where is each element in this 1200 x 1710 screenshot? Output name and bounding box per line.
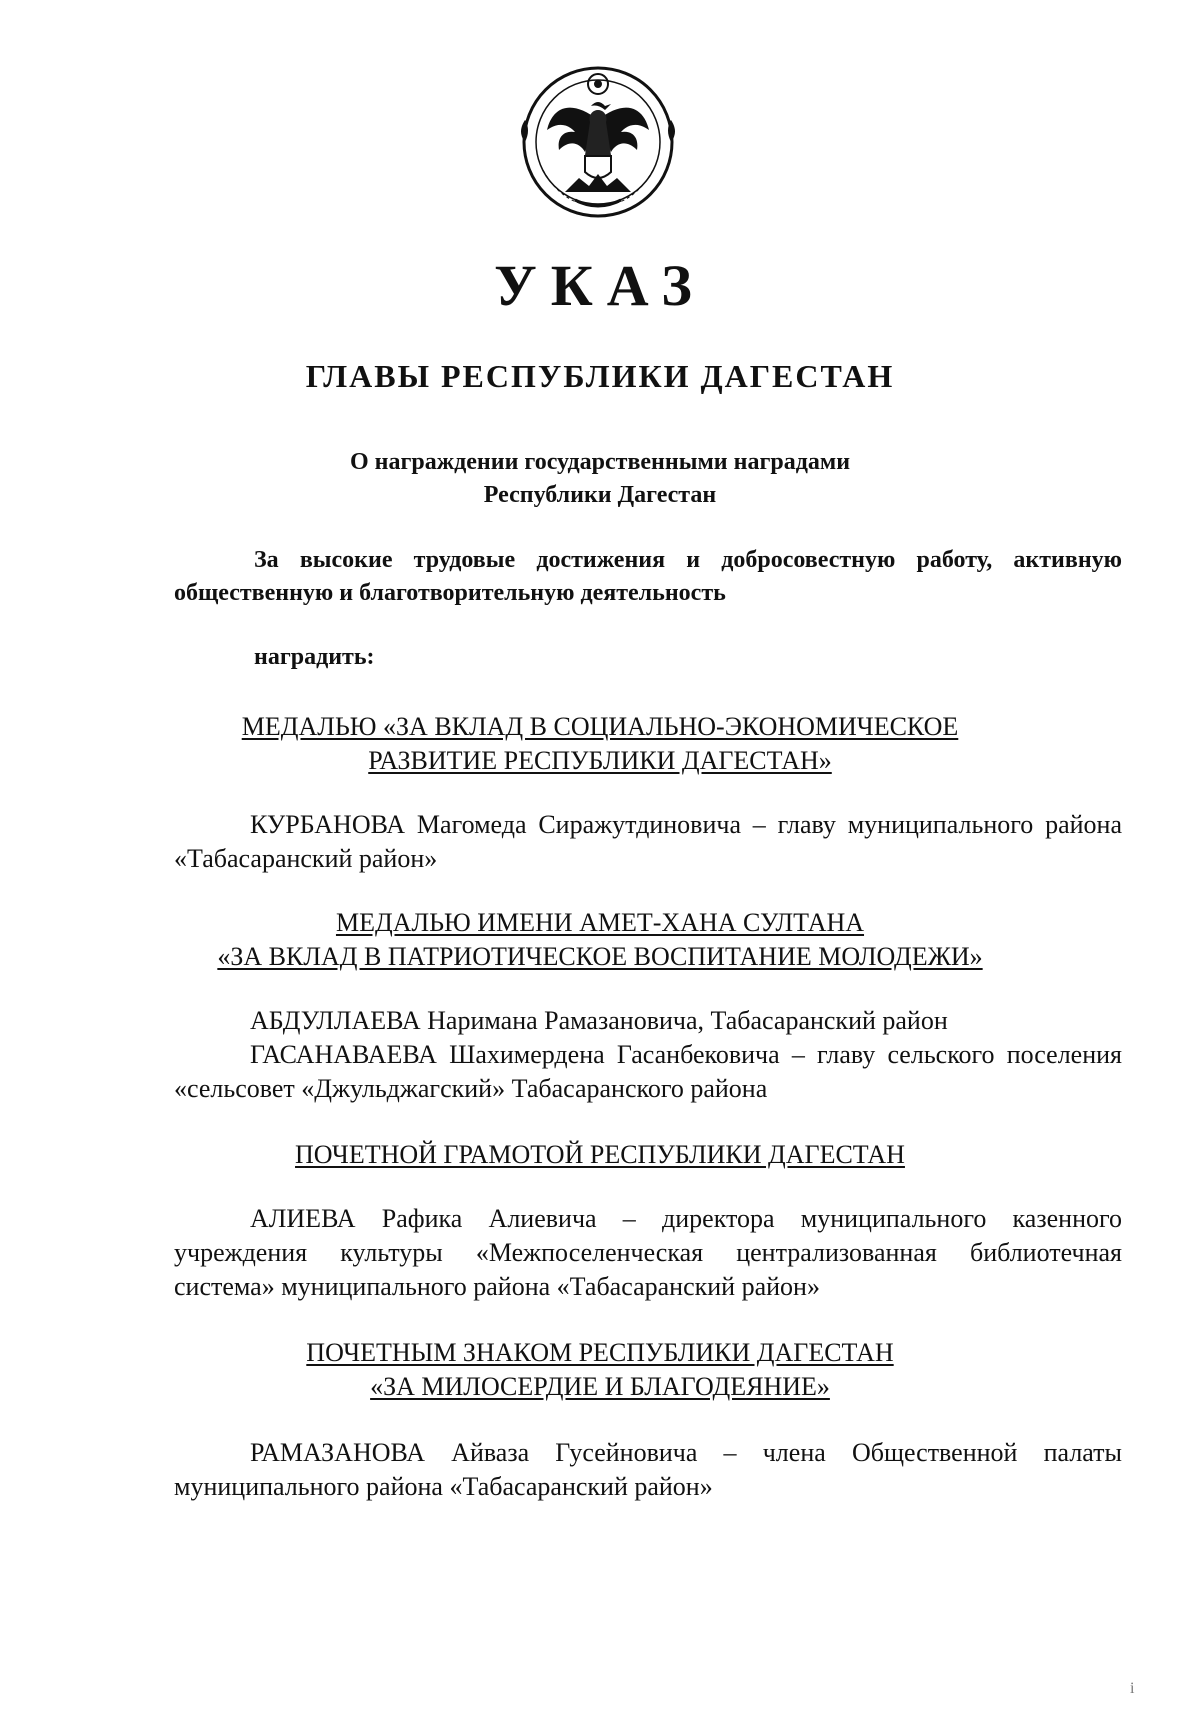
eagle-emblem-icon [513, 60, 683, 230]
recipient-3: ГАСАНАВАЕВА Шахимердена Гасанбековича – главу сельского поселения «сельсовет «Джульджагский» Табасаранского района [174, 1040, 1122, 1103]
decree-preamble: За высокие трудовые достижения и добросовестную работу, активную общественную и благотворительную деятельность [174, 547, 1122, 606]
award-heading-3 [0, 1138, 1200, 1172]
decree-subject-line-1: О награждении государственными наградами [349, 449, 851, 475]
award-heading-1 [0, 710, 1200, 778]
award-heading-1-line-2: РАЗВИТИЕ РЕСПУБЛИКИ ДАГЕСТАН» [368, 746, 832, 775]
recipient-5: РАМАЗАНОВА Айваза Гусейновича – члена Общественной палаты муниципального района «Табасаранский район» [174, 1438, 1122, 1501]
award-heading-2 [0, 906, 1200, 974]
award-heading-4-line-2: «ЗА МИЛОСЕРДИЕ И БЛАГОДЕЯНИЕ» [370, 1372, 830, 1401]
decree-subject [0, 446, 1200, 512]
award-heading-3-line-1: ПОЧЕТНОЙ ГРАМОТОЙ РЕСПУБЛИКИ ДАГЕСТАН [295, 1140, 905, 1169]
decree-subject-line-2: Республики Дагестан [483, 482, 717, 508]
decree-verb: наградить: [254, 644, 375, 670]
award-heading-2-line-2: «ЗА ВКЛАД В ПАТРИОТИЧЕСКОЕ ВОСПИТАНИЕ МОЛОДЕЖИ» [217, 942, 983, 971]
coat-of-arms-emblem [513, 60, 683, 230]
document-subtitle: ГЛАВЫ РЕСПУБЛИКИ ДАГЕСТАН [305, 358, 895, 394]
award-heading-1-line-1: МЕДАЛЬЮ «ЗА ВКЛАД В СОЦИАЛЬНО-ЭКОНОМИЧЕСКОЕ [241, 712, 959, 741]
recipient-1: КУРБАНОВА Магомеда Сиражутдиновича – главу муниципального района «Табасаранский район» [174, 810, 1122, 873]
award-heading-2-line-1: МЕДАЛЬЮ ИМЕНИ АМЕТ-ХАНА СУЛТАНА [335, 908, 865, 937]
corner-handwritten-mark: i [1130, 1680, 1135, 1697]
recipient-4: АЛИЕВА Рафика Алиевича – директора муниципального казенного учреждения культуры «Межпоселенческая централизованная библиотечная система» муниципального района «Табасаранский район» [174, 1204, 1122, 1301]
document-title: УКАЗ [494, 253, 706, 318]
award-heading-4 [0, 1336, 1200, 1404]
award-heading-4-line-1: ПОЧЕТНЫМ ЗНАКОМ РЕСПУБЛИКИ ДАГЕСТАН [306, 1338, 894, 1367]
recipient-2: АБДУЛЛАЕВА Наримана Рамазановича, Табасаранский район [250, 1006, 948, 1035]
